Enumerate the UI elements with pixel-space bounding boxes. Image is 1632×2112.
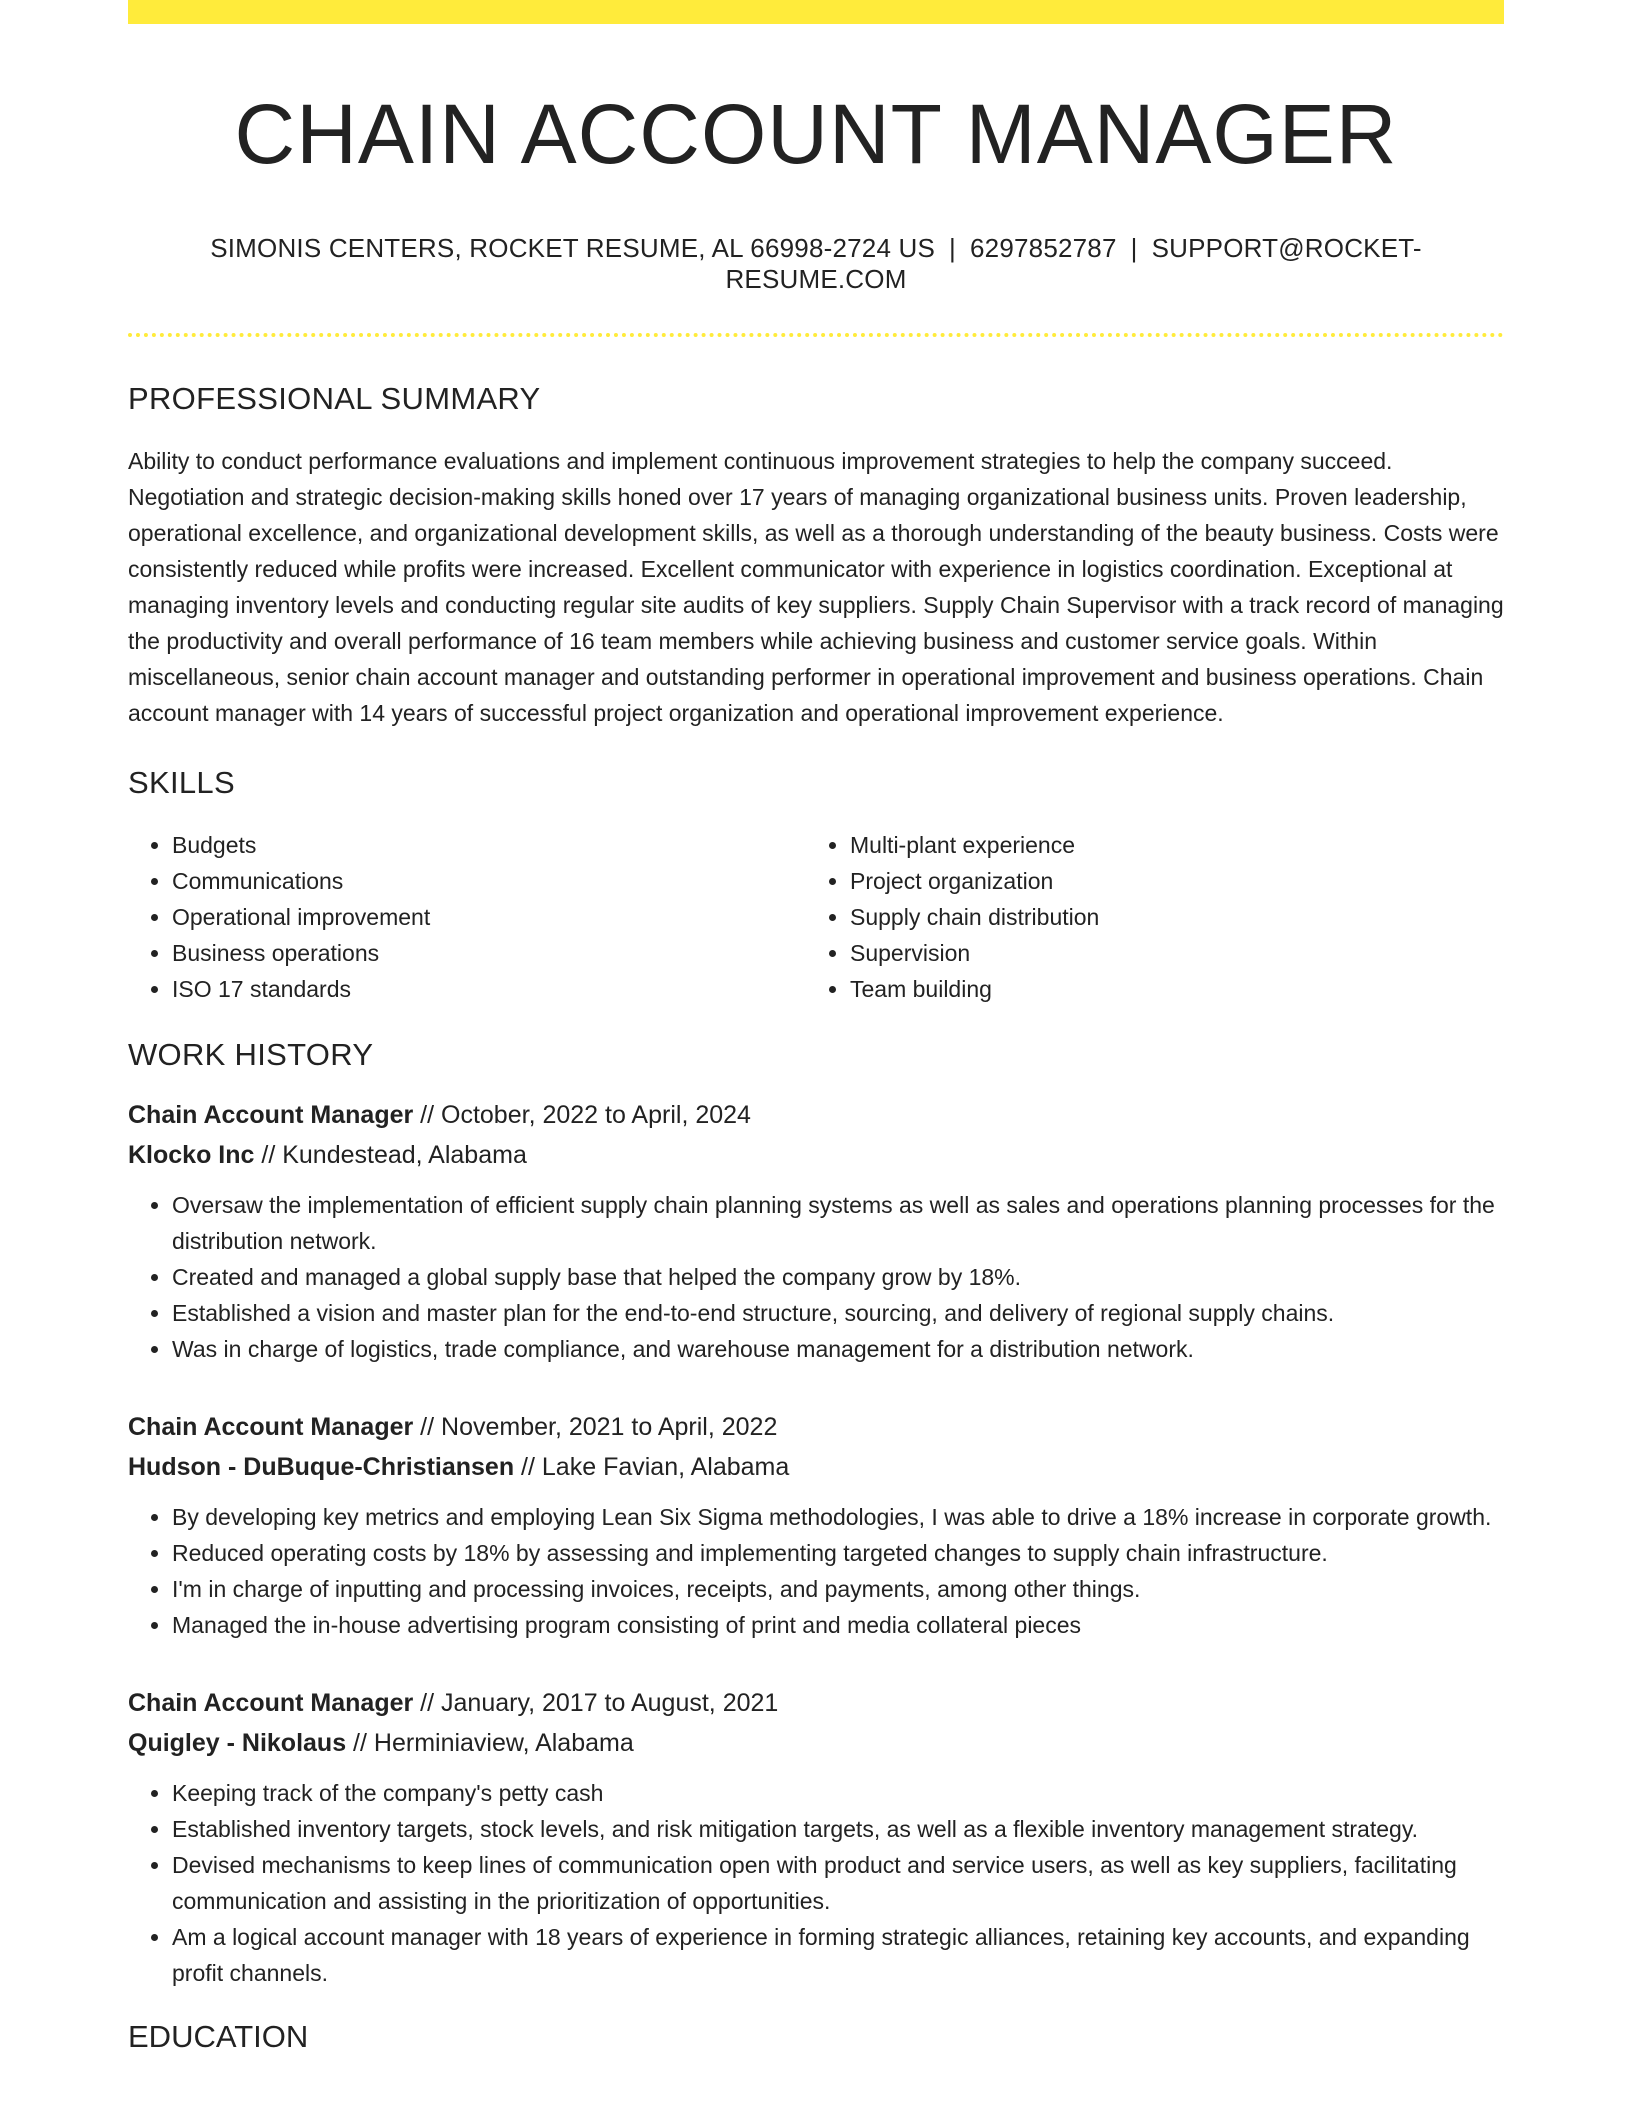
job-role: Chain Account Manager: [128, 1100, 414, 1129]
summary-section: [128, 381, 1504, 731]
skills-right-list: [806, 827, 1484, 1007]
job-bullet: • Created and managed a global supply base that helped the company grow by 18%.: [172, 1259, 1504, 1295]
job-title-line: [128, 1407, 1504, 1447]
job-bullet: • Keeping track of the company's petty cash: [172, 1775, 1504, 1811]
job-separator: //: [413, 1412, 442, 1441]
job-bullet: • By developing key metrics and employing Lean Six Sigma methodologies, I was able to drive a 18% increase in corporate growth.: [172, 1499, 1504, 1535]
education-heading: EDUCATION: [128, 2018, 309, 2054]
job-company: Hudson - DuBuque-Christiansen: [128, 1452, 515, 1481]
skills-section: [128, 765, 1504, 1007]
job-bullet: • Am a logical account manager with 18 years of experience in forming strategic alliances, retaining key accounts, and expanding profit channels.: [172, 1919, 1504, 1991]
skill-item: • Supply chain distribution: [850, 899, 1484, 935]
job-company: Quigley - Nikolaus: [128, 1728, 347, 1757]
job-company-line: [128, 1723, 1504, 1763]
skill-item: • Operational improvement: [172, 899, 806, 935]
summary-heading: PROFESSIONAL SUMMARY: [128, 380, 541, 416]
contact-separator: |: [1130, 232, 1138, 263]
job-bullets: [128, 1187, 1504, 1367]
job-separator: //: [413, 1688, 442, 1717]
contact-address: SIMONIS CENTERS, ROCKET RESUME, AL 66998-2724 US: [210, 232, 936, 263]
job-bullet: • Oversaw the implementation of efficient supply chain planning systems as well as sales and operations planning processes for the distribution network.: [172, 1187, 1504, 1259]
job-company: Klocko Inc: [128, 1140, 255, 1169]
job-company-line: [128, 1135, 1504, 1175]
job-bullets: [128, 1499, 1504, 1643]
job-location: Herminiaview, Alabama: [373, 1728, 634, 1757]
contact-line: [128, 233, 1504, 295]
job-separator: //: [254, 1140, 283, 1169]
contact-separator: |: [949, 232, 957, 263]
job-location: Lake Favian, Alabama: [541, 1452, 790, 1481]
job-company-line: [128, 1447, 1504, 1487]
summary-text: Ability to conduct performance evaluations and implement continuous improvement strategies to help the company succeed. Negotiation and strategic decision-making skills honed over 17 years of managing organizational business units. Proven leadership, operational excellence, and organizational development skills, as well as a thorough understanding of the beauty business. Costs were consistently reduced while profits were increased. Excellent communicator with experience in logistics coordination. Exceptional at managing inventory levels and conducting regular site audits of key suppliers. Supply Chain Supervisor with a track record of managing the productivity and overall performance of 16 team members while achieving business and customer service goals. Within miscellaneous, senior chain account manager and outstanding performer in operational improvement and business operations. Chain account manager with 14 years of successful project organization and operational improvement experience.: [128, 447, 1504, 726]
job-entry: [128, 1407, 1504, 1643]
job-role: Chain Account Manager: [128, 1412, 414, 1441]
job-title-line: [128, 1683, 1504, 1723]
skills-columns: [128, 827, 1504, 1007]
contact-email: SUPPORT@ROCKET-RESUME.COM: [725, 232, 1422, 294]
job-bullet: • Established inventory targets, stock levels, and risk mitigation targets, as well as a flexible inventory management strategy.: [172, 1811, 1504, 1847]
job-entry: [128, 1683, 1504, 1991]
skill-item: • ISO 17 standards: [172, 971, 806, 1007]
job-dates: November, 2021 to April, 2022: [441, 1412, 778, 1441]
resume-page: [128, 0, 1504, 2081]
skill-item: • Business operations: [172, 935, 806, 971]
contact-phone: 6297852787: [970, 232, 1117, 263]
job-title-line: [128, 1095, 1504, 1135]
job-role: Chain Account Manager: [128, 1688, 414, 1717]
job-separator: //: [346, 1728, 374, 1757]
work-history-section: [128, 1037, 1504, 1991]
job-bullet: • I'm in charge of inputting and processing invoices, receipts, and payments, among other things.: [172, 1571, 1504, 1607]
job-bullet: • Reduced operating costs by 18% by assessing and implementing targeted changes to supply chain infrastructure.: [172, 1535, 1504, 1571]
job-dates: October, 2022 to April, 2024: [441, 1100, 751, 1129]
job-bullet: • Managed the in-house advertising program consisting of print and media collateral pieces: [172, 1607, 1504, 1643]
skill-item: • Supervision: [850, 935, 1484, 971]
job-entry: [128, 1095, 1504, 1367]
dotted-divider: [128, 333, 1504, 337]
job-bullet: • Was in charge of logistics, trade compliance, and warehouse management for a distribution network.: [172, 1331, 1504, 1367]
work-history-heading: WORK HISTORY: [128, 1036, 374, 1072]
accent-top-bar: [128, 0, 1504, 24]
job-separator: //: [514, 1452, 542, 1481]
job-location: Kundestead, Alabama: [282, 1140, 527, 1169]
skill-item: • Multi-plant experience: [850, 827, 1484, 863]
skill-item: • Project organization: [850, 863, 1484, 899]
job-bullets: [128, 1775, 1504, 1991]
resume-title: CHAIN ACCOUNT MANAGER: [234, 87, 1398, 181]
job-bullet: • Established a vision and master plan for the end-to-end structure, sourcing, and delivery of regional supply chains.: [172, 1295, 1504, 1331]
job-separator: //: [413, 1100, 442, 1129]
job-bullet: • Devised mechanisms to keep lines of communication open with product and service users, as well as key suppliers, facilitating communication and assisting in the prioritization of opportunities.: [172, 1847, 1504, 1919]
skill-item: • Team building: [850, 971, 1484, 1007]
skill-item: • Communications: [172, 863, 806, 899]
skills-left-list: [128, 827, 806, 1007]
skill-item: • Budgets: [172, 827, 806, 863]
skills-heading: SKILLS: [128, 764, 235, 800]
job-dates: January, 2017 to August, 2021: [441, 1688, 779, 1717]
